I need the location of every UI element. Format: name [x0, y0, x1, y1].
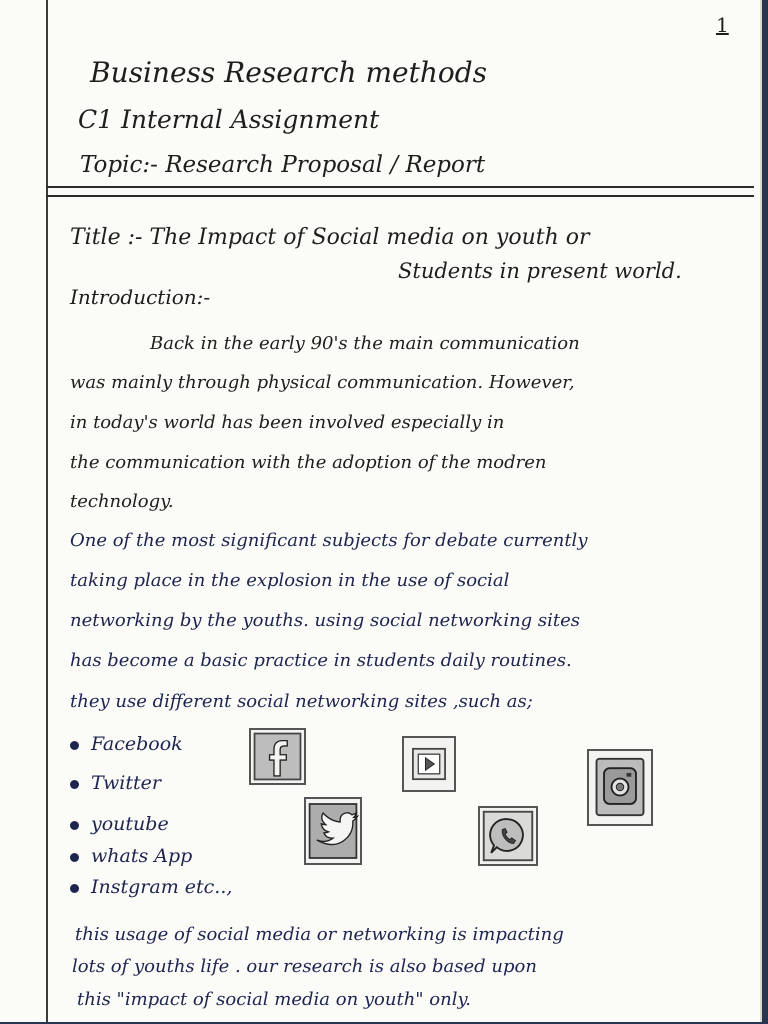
intro-line-4: the communication with the adoption of the modren: [70, 452, 547, 473]
intro-line-1: Back in the early 90's the main communication: [150, 333, 580, 354]
intro-line-9: has become a basic practice in students daily routines.: [70, 650, 572, 671]
margin-line: [46, 0, 48, 1022]
header-rule-bottom: [46, 195, 754, 197]
list-item: [70, 876, 232, 898]
paper-title-line-2: Students in present world.: [398, 259, 682, 283]
list-item: [70, 845, 192, 867]
list-item-label: whats App: [91, 845, 193, 867]
paper-title-line-1: Title :- The Impact of Social media on youth or: [70, 225, 590, 250]
bullet-icon: [70, 853, 79, 862]
bullet-icon: [70, 884, 79, 893]
twitter-icon: [304, 797, 362, 865]
course-title: Business Research methods: [90, 56, 488, 89]
bullet-icon: [70, 741, 79, 750]
conclusion-line-2: lots of youths life . our research is also based upon: [72, 956, 537, 977]
bullet-icon: [70, 780, 79, 789]
intro-line-8: networking by the youths. using social networking sites: [70, 610, 581, 631]
list-item-label: youtube: [91, 813, 169, 835]
youtube-icon: [402, 736, 456, 792]
assignment-title: C1 Internal Assignment: [78, 105, 380, 134]
list-item: [70, 733, 183, 755]
conclusion-line-1: this usage of social media or networking is impacting: [75, 924, 564, 945]
intro-line-7: taking place in the explosion in the use of social: [70, 570, 510, 591]
intro-line-5: technology.: [70, 491, 174, 512]
intro-line-3: in today's world has been involved especially in: [70, 412, 505, 433]
intro-line-2: was mainly through physical communication. However,: [70, 372, 575, 393]
conclusion-line-3: this "impact of social media on youth" only.: [77, 989, 471, 1010]
intro-line-6: One of the most significant subjects for debate currently: [70, 530, 588, 551]
list-item-label: Facebook: [91, 733, 183, 755]
list-item-label: Twitter: [91, 772, 161, 794]
list-item-label: Instgram etc..,: [91, 876, 233, 898]
bullet-icon: [70, 821, 79, 830]
header-rule-top: [46, 186, 754, 188]
facebook-icon: [249, 728, 306, 785]
list-item: [70, 813, 169, 835]
introduction-heading: Introduction:-: [70, 285, 211, 309]
list-item: [70, 772, 161, 794]
page-number: 1: [716, 13, 729, 37]
whatsapp-icon: [478, 806, 538, 866]
instagram-icon: [587, 749, 653, 826]
topic-line: Topic:- Research Proposal / Report: [80, 152, 486, 178]
intro-line-10: they use different social networking sites ,such as;: [70, 691, 533, 712]
